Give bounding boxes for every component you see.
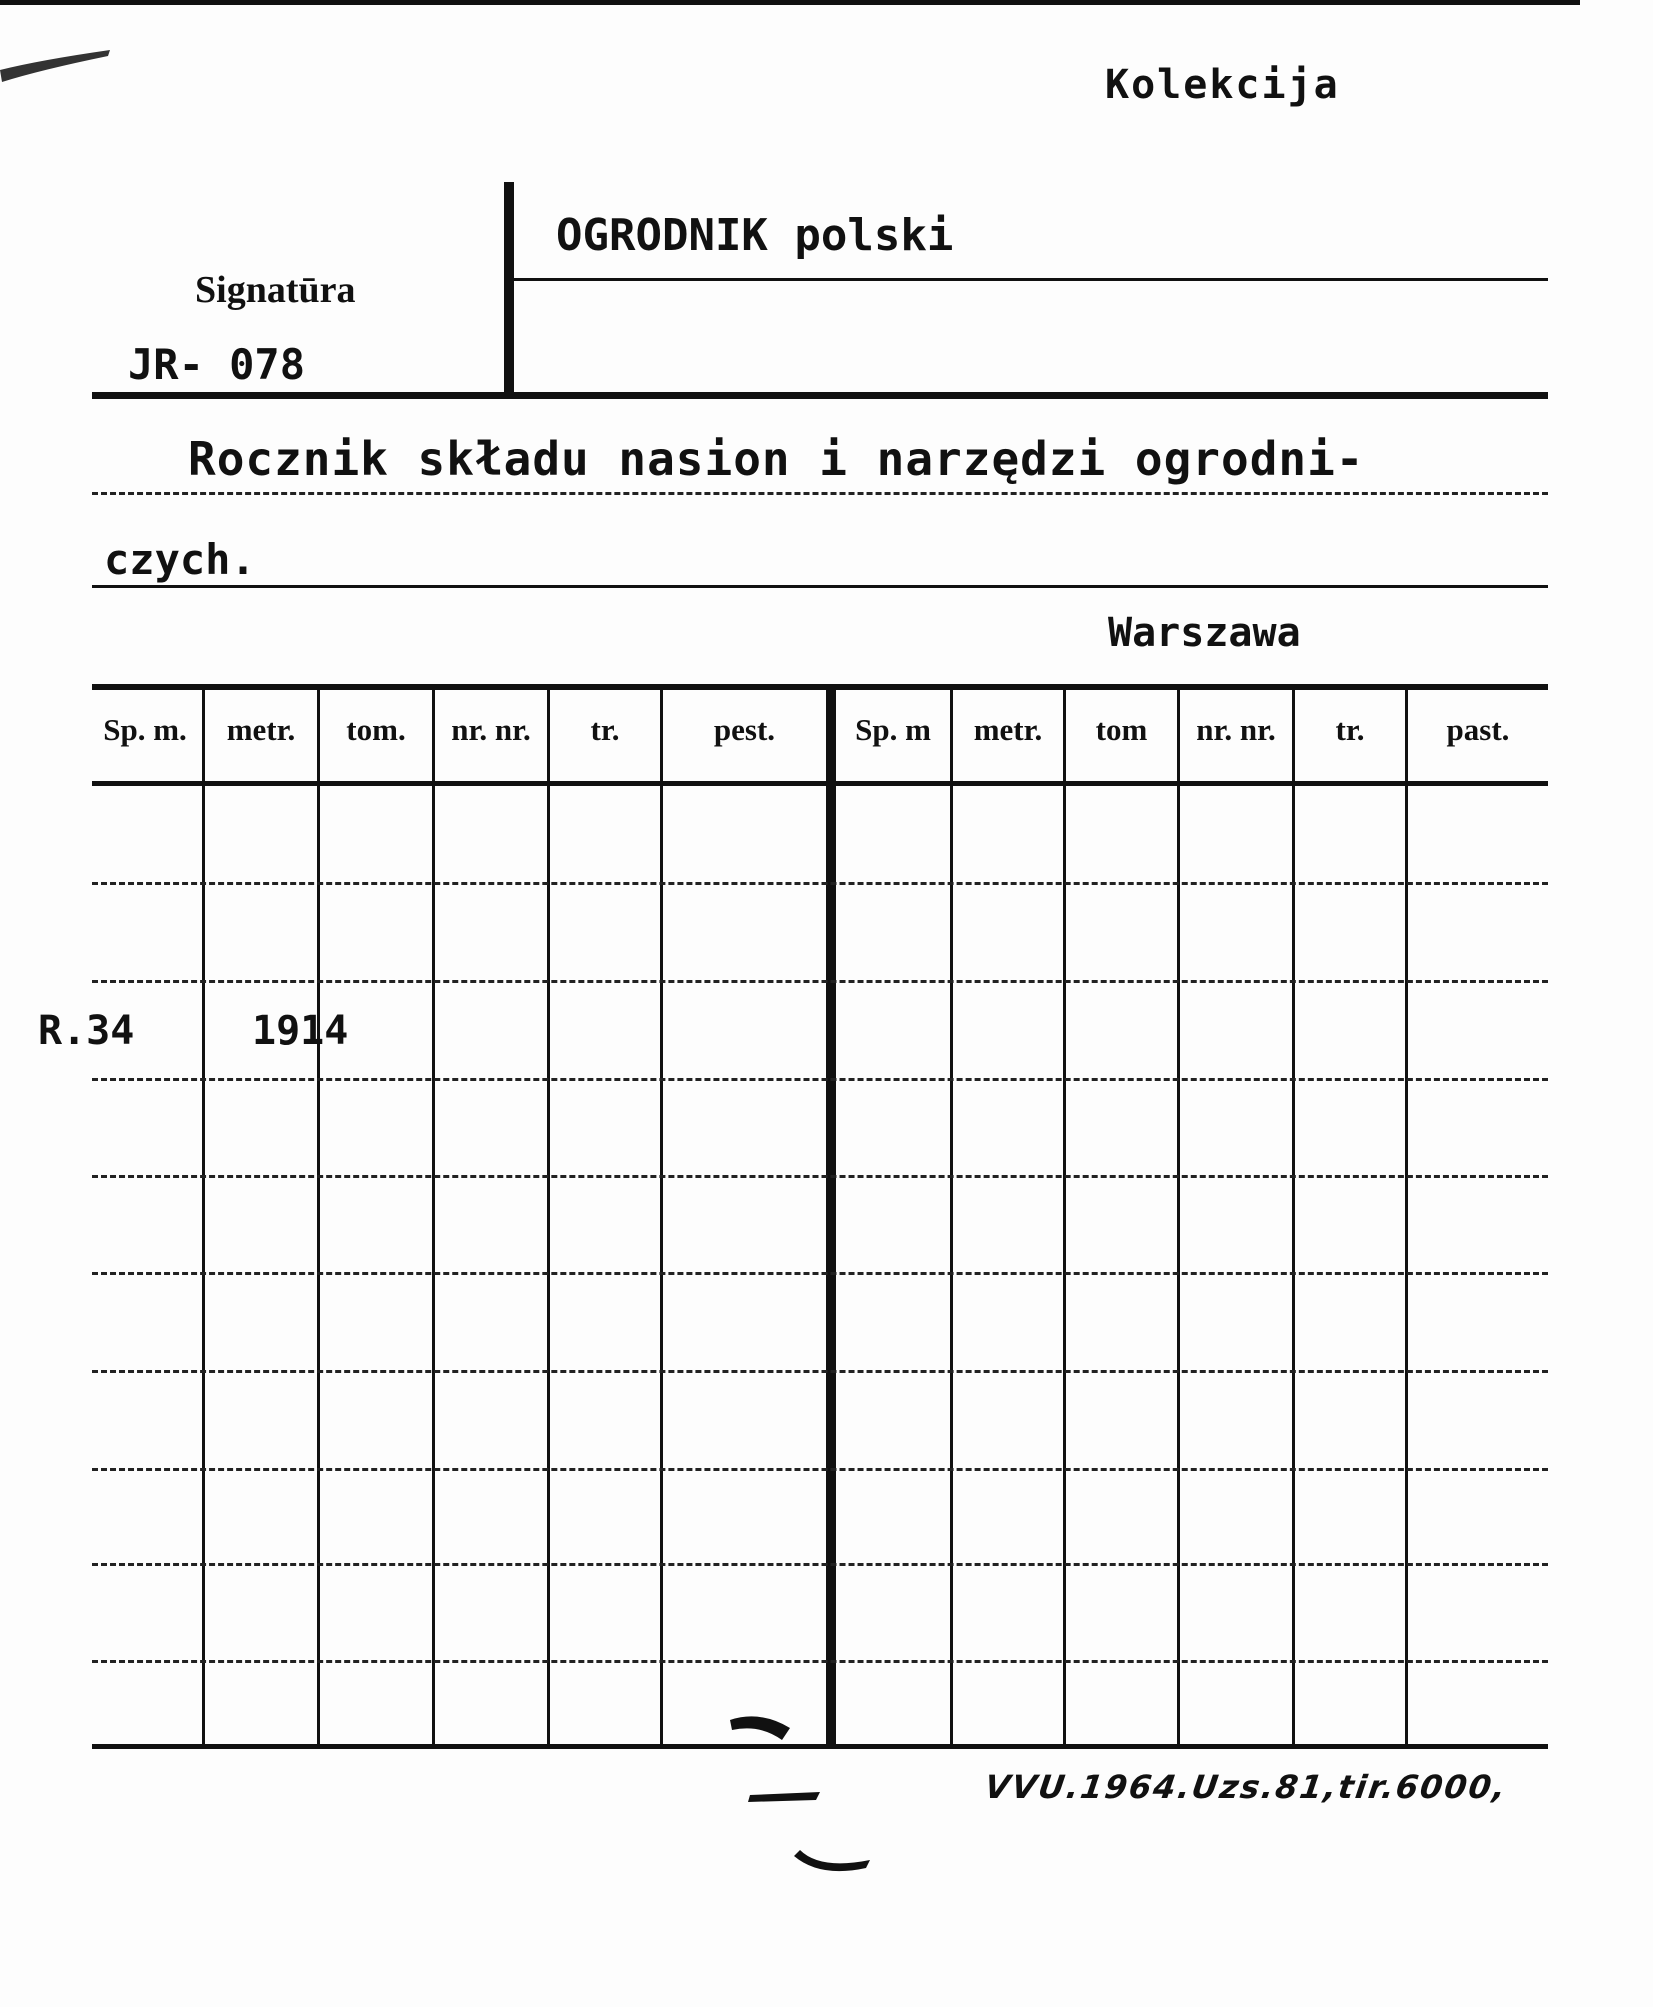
header-nr-left: nr. nr. — [451, 712, 531, 747]
header-tom-left: tom. — [346, 712, 406, 747]
entry-sp-m: R.34 — [38, 1008, 135, 1054]
row-rule — [92, 1563, 1548, 1566]
footer-note: VVU.1964.Uzs.81,tir.6000, — [982, 1768, 1510, 1806]
top-edge — [0, 0, 1580, 5]
signature-label: Signatūra — [195, 269, 356, 311]
header-tom-right: tom — [1095, 712, 1148, 747]
header-metr-left: metr. — [226, 712, 296, 747]
header-sp-m-right: Sp. m — [855, 712, 931, 747]
entry-metr: 1914 — [252, 1008, 349, 1054]
title-line: OGRODNIK polski — [556, 210, 954, 261]
place: Warszawa — [1108, 610, 1301, 656]
header-tr-left: tr. — [590, 712, 620, 747]
row-rule — [92, 1370, 1548, 1373]
col-line — [202, 690, 205, 1744]
row-rule — [92, 1272, 1548, 1275]
row-rule — [92, 1175, 1548, 1178]
center-divider — [826, 690, 836, 1744]
collection-label: Kolekcija — [1105, 62, 1340, 108]
header-sp-m-left: Sp. m. — [103, 712, 187, 747]
header-tr-right: tr. — [1335, 712, 1365, 747]
col-line — [950, 690, 953, 1744]
col-line — [1063, 690, 1066, 1744]
row-rule — [92, 980, 1548, 983]
scan-smudge — [0, 40, 120, 90]
table-top-rule — [92, 684, 1548, 690]
header-pest-left: pest. — [713, 712, 776, 747]
header-divider — [504, 182, 514, 397]
description-rule-2 — [92, 585, 1548, 588]
description-line-1: Rocznik składu nasion i narzędzi ogrodni- — [188, 432, 1365, 486]
signature-value: JR- 078 — [128, 340, 306, 389]
ink-marks — [720, 1700, 890, 1880]
row-rule — [92, 1468, 1548, 1471]
row-rule — [92, 882, 1548, 885]
title-underline — [514, 278, 1548, 281]
table-header-rule — [92, 781, 1548, 786]
col-line — [432, 690, 435, 1744]
header-nr-right: nr. nr. — [1196, 712, 1276, 747]
header-metr-right: metr. — [973, 712, 1043, 747]
col-line — [1405, 690, 1408, 1744]
header-past-right: past. — [1446, 712, 1510, 747]
col-line — [1177, 690, 1180, 1744]
header-bottom-rule — [92, 392, 1548, 399]
col-line — [317, 690, 320, 1744]
col-line — [660, 690, 663, 1744]
row-rule — [92, 1078, 1548, 1081]
description-rule-1 — [92, 492, 1548, 495]
col-line — [547, 690, 550, 1744]
description-line-2: czych. — [104, 535, 256, 584]
col-line — [1292, 690, 1295, 1744]
row-rule — [92, 1660, 1548, 1663]
